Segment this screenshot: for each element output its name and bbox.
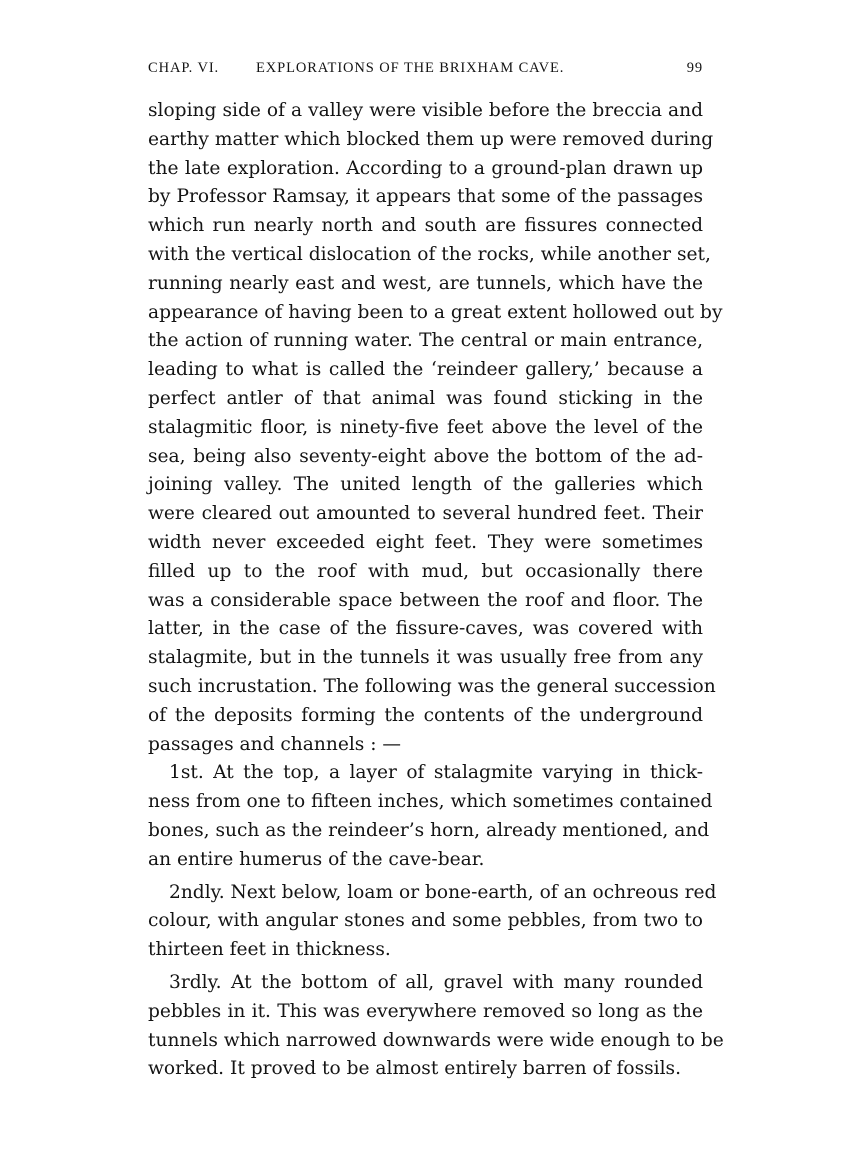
paragraph <box>148 97 723 759</box>
text-line: which run nearly north and south are fissures connected <box>148 215 703 237</box>
text-line: 2ndly. Next below, loam or bone-earth, of an ochreous red <box>169 881 717 903</box>
text-line: passages and channels : — <box>148 733 401 755</box>
text-line: thirteen feet in thickness. <box>148 939 391 961</box>
text-line: worked. It proved to be almost entirely barren of fossils. <box>148 1058 681 1080</box>
text-line: such incrustation. The following was the general succession <box>148 675 716 697</box>
paragraph <box>148 759 713 874</box>
text-line: sloping side of a valley were visible before the breccia and <box>148 100 703 121</box>
page-number: 99 <box>686 60 703 76</box>
text-line: joining valley. The united length of the galleries which <box>148 474 703 496</box>
text-line: were cleared out amounted to several hundred feet. Their <box>148 503 703 525</box>
text-line: of the deposits forming the contents of the underground <box>148 704 703 726</box>
paragraph <box>148 969 724 1084</box>
text-line: the action of running water. The central or main entrance, <box>148 330 703 352</box>
chapter-label: CHAP. VI. <box>148 60 220 76</box>
text-line: 3rdly. At the bottom of all, gravel with many rounded <box>169 971 703 993</box>
text-line: bones, such as the reindeer’s horn, already mentioned, and <box>148 819 710 841</box>
text-line: the late exploration. According to a ground-plan drawn up <box>148 157 703 179</box>
text-line: stalagmite, but in the tunnels it was usually free from any <box>148 647 703 669</box>
text-line: width never exceeded eight feet. They were sometimes <box>148 531 703 553</box>
text-line: tunnels which narrowed downwards were wide enough to be <box>148 1029 724 1051</box>
text-line: by Professor Ramsay, it appears that some of the passages <box>148 186 703 208</box>
text-line: running nearly east and west, are tunnels, which have the <box>148 272 703 294</box>
text-line: earthy matter which blocked them up were removed during <box>148 128 714 150</box>
text-line: perfect antler of that animal was found sticking in the <box>148 387 703 409</box>
text-line: stalagmitic floor, is ninety-five feet above the level of the <box>148 416 703 438</box>
text-line: ness from one to fifteen inches, which sometimes contained <box>148 791 713 813</box>
text-line: appearance of having been to a great extent hollowed out by <box>148 301 723 323</box>
text-line: was a considerable space between the roof and floor. The <box>148 589 703 611</box>
text-line: pebbles in it. This was everywhere removed so long as the <box>148 1000 703 1022</box>
body-text <box>148 97 724 1084</box>
text-line: an entire humerus of the cave-bear. <box>148 848 485 870</box>
text-line: leading to what is called the ‘reindeer gallery,’ because a <box>148 359 703 381</box>
text-line: sea, being also seventy-eight above the bottom of the ad- <box>148 445 703 467</box>
text-line: colour, with angular stones and some pebbles, from two to <box>148 910 703 932</box>
text-line: with the vertical dislocation of the rocks, while another set, <box>148 243 711 265</box>
text-line: 1st. At the top, a layer of stalagmite varying in thick- <box>169 762 703 784</box>
running-header <box>148 60 703 84</box>
running-title: EXPLORATIONS OF THE BRIXHAM CAVE. <box>256 60 565 76</box>
paragraph <box>148 879 717 965</box>
text-line: latter, in the case of the fissure-caves, was covered with <box>148 618 703 640</box>
text-line: filled up to the roof with mud, but occasionally there <box>148 560 703 582</box>
